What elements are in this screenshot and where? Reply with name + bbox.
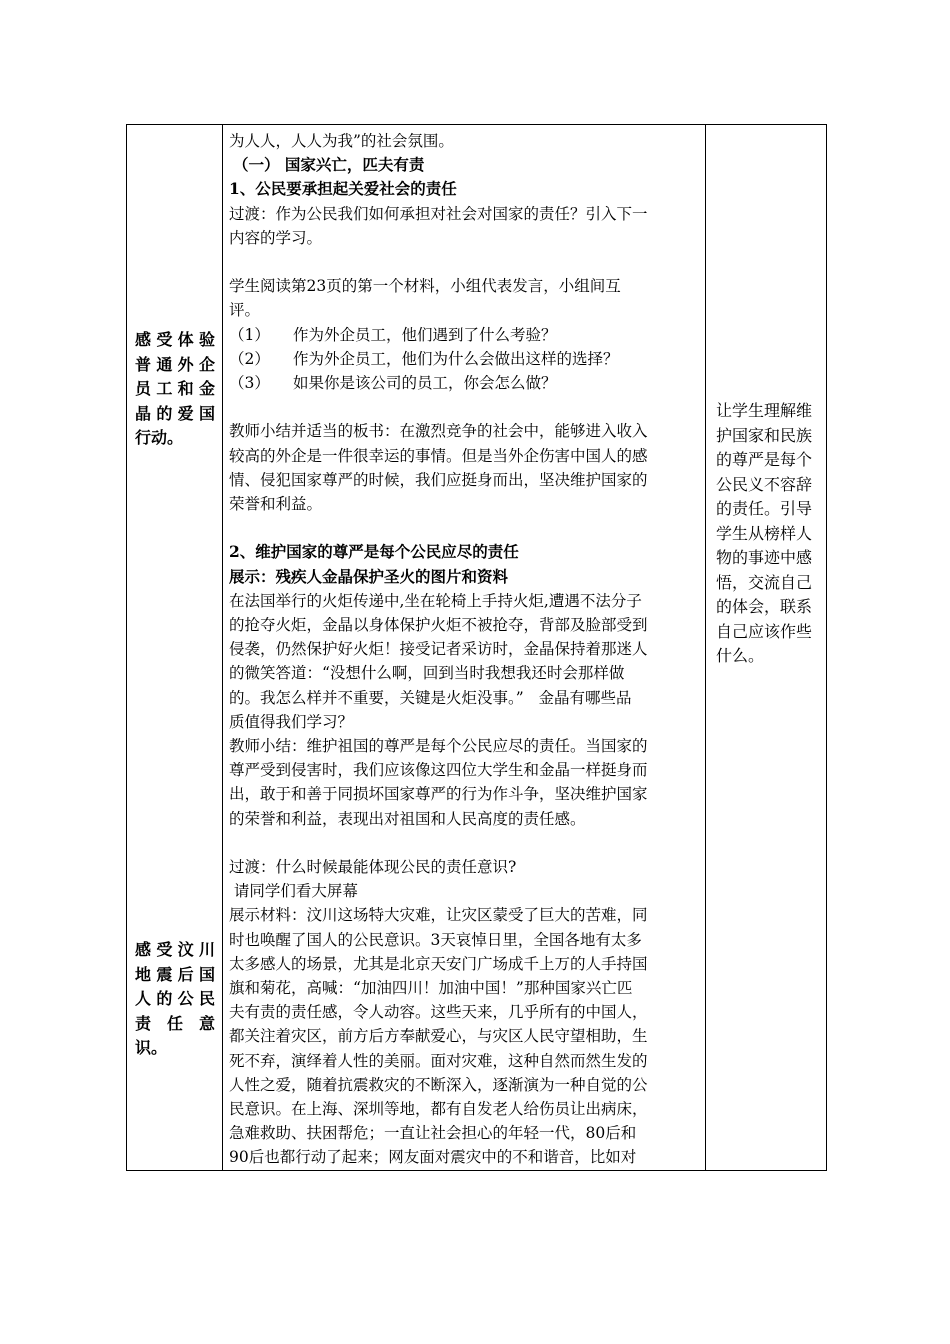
design-intent-column xyxy=(706,125,827,1171)
subsection-heading: 2、维护国家的尊严是每个公民应尽的责任 xyxy=(229,542,519,562)
label-line: 识。 xyxy=(135,1038,168,1057)
intent-line: 悟，交流自己 xyxy=(716,572,813,592)
text-line: 质值得我们学习？ xyxy=(229,712,354,731)
spacer xyxy=(229,831,699,855)
teaching-process-column xyxy=(223,125,706,1171)
text-line: 内容的学习。 xyxy=(229,228,323,247)
spacer xyxy=(229,516,699,540)
question-item xyxy=(229,323,699,347)
text-line: 的抢夺火炬，金晶以身体保护火炬不被抢夺，背部及脸部受到 xyxy=(229,616,648,635)
label-line: 晶的爱国 xyxy=(135,403,215,423)
text-line: 人性之爱，随着抗震救灾的不断深入，逐渐演为一种自觉的公 xyxy=(229,1075,648,1094)
label-line: 地震后国 xyxy=(135,964,215,984)
text-line: 夫有责的责任感，令人动容。这些天来，几乎所有的中国人， xyxy=(229,1003,648,1022)
question-number: （2） xyxy=(229,349,270,368)
activity-label-foreign-company xyxy=(135,328,215,451)
activity-column xyxy=(127,125,223,1171)
text-line: 时也唤醒了国人的公民意识。3天哀悼日里，全国各地有太多 xyxy=(229,930,642,949)
activity-label-wenchuan xyxy=(135,938,215,1061)
text-line: 请同学们看大屏幕 xyxy=(229,882,358,901)
question-item xyxy=(229,347,699,371)
subsection-heading: 1、公民要承担起关爱社会的责任 xyxy=(229,179,457,199)
label-line: 感受汶川 xyxy=(135,940,215,959)
teaching-process-text xyxy=(229,129,699,1170)
question-item xyxy=(229,371,699,395)
question-number: （1） xyxy=(229,325,270,344)
text-line: 的微笑答道：“没想什么啊，回到当时我想我还时会那样做 xyxy=(229,664,625,683)
lesson-plan-table xyxy=(126,124,827,1171)
question-text: 作为外企员工，他们为什么会做出这样的选择？ xyxy=(293,349,619,368)
design-intent-text xyxy=(716,399,820,669)
text-line: 在法国举行的火炬传递中,坐在轮椅上手持火炬,遭遇不法分子 xyxy=(229,591,642,610)
intent-line: 自己应该作些 xyxy=(716,621,813,641)
text-line: 评。 xyxy=(229,301,261,320)
intent-line: 让学生理解维 xyxy=(716,401,813,420)
intent-line: 的体会，联系 xyxy=(716,597,813,616)
text-line: 过渡：作为公民我们如何承担对社会对国家的责任？引入下一 xyxy=(229,204,648,223)
text-line: 90后也都行动了起来；网友面对震灾中的不和谐音，比如对 xyxy=(229,1148,637,1167)
text-line: 侵袭，仍然保护好火炬！接受记者采访时，金晶保持着那迷人 xyxy=(229,640,648,659)
text-line: 出，敢于和善于同损坏国家尊严的行为作斗争，坚决维护国家 xyxy=(229,785,648,804)
text-line: 教师小结：维护祖国的尊严是每个公民应尽的责任。当国家的 xyxy=(229,737,648,756)
label-line: 责 任 意 xyxy=(135,1013,215,1033)
spacer xyxy=(229,395,699,419)
section-heading: （一） 国家兴亡，匹夫有责 xyxy=(233,155,425,175)
text-line: 学生阅读第23页的第一个材料，小组代表发言，小组间互 xyxy=(229,277,621,296)
text-line: 教师小结并适当的板书：在激烈竞争的社会中，能够进入收入 xyxy=(229,422,648,441)
intent-line: 学生从榜样人 xyxy=(716,523,813,543)
question-text: 如果你是该公司的员工，你会怎么做？ xyxy=(293,374,557,393)
text-line: 较高的外企是一件很幸运的事情。但是当外企伤害中国人的感 xyxy=(229,446,648,465)
intent-line: 的责任。引导 xyxy=(716,499,813,518)
text-line: 尊严受到侵害时，我们应该像这四位大学生和金晶一样挺身而 xyxy=(229,761,648,780)
label-line: 员工和金 xyxy=(135,379,215,398)
intent-line: 的尊严是每个 xyxy=(716,450,813,469)
table-row xyxy=(127,125,827,1171)
text-line: 太多感人的场景，尤其是北京天安门广场成千上万的人手持国 xyxy=(229,954,648,973)
text-line: 死不弃，演绎着人性的美丽。面对灾难，这种自然而然生发的 xyxy=(229,1051,648,1070)
intent-line: 护国家和民族 xyxy=(716,425,813,445)
text-line: 情、侵犯国家尊严的时候，我们应挺身而出，坚决维护国家的 xyxy=(229,470,648,489)
label-line: 普通外企 xyxy=(135,354,215,374)
subsection-heading: 展示：残疾人金晶保护圣火的图片和资料 xyxy=(229,566,509,586)
label-line: 人的公民 xyxy=(135,989,215,1008)
text-line: 急难救助、扶困帮危；一直让社会担心的年轻一代，80后和 xyxy=(229,1124,637,1143)
text-line: 荣誉和利益。 xyxy=(229,495,323,514)
text-line: 展示材料：汶川这场特大灾难，让灾区蒙受了巨大的苦难，同 xyxy=(229,906,648,925)
text-line: 的。我怎么样并不重要，关键是火炬没事。” 金晶有哪些品 xyxy=(229,688,632,707)
label-line: 感受体验 xyxy=(135,330,215,349)
intent-line: 什么。 xyxy=(716,646,765,665)
text-line: 的荣誉和利益，表现出对祖国和人民高度的责任感。 xyxy=(229,809,586,828)
intent-line: 公民义不容辞 xyxy=(716,474,813,494)
question-text: 作为外企员工，他们遇到了什么考验？ xyxy=(293,325,557,344)
label-line: 行动。 xyxy=(135,428,184,447)
text-line: 民意识。在上海、深圳等地，都有自发老人给伤员让出病床， xyxy=(229,1100,648,1119)
text-line: 旗和菊花，高喊：“加油四川！加油中国！”那种国家兴亡匹 xyxy=(229,979,633,998)
text-line: 为人人，人人为我”的社会氛围。 xyxy=(229,132,454,150)
question-number: （3） xyxy=(229,374,270,393)
text-line: 过渡：什么时候最能体现公民的责任意识? xyxy=(229,858,517,877)
spacer xyxy=(229,250,699,274)
text-line: 都关注着灾区，前方后方奉献爱心，与灾区人民守望相助，生 xyxy=(229,1027,648,1046)
intent-line: 物的事迹中感 xyxy=(716,548,813,567)
